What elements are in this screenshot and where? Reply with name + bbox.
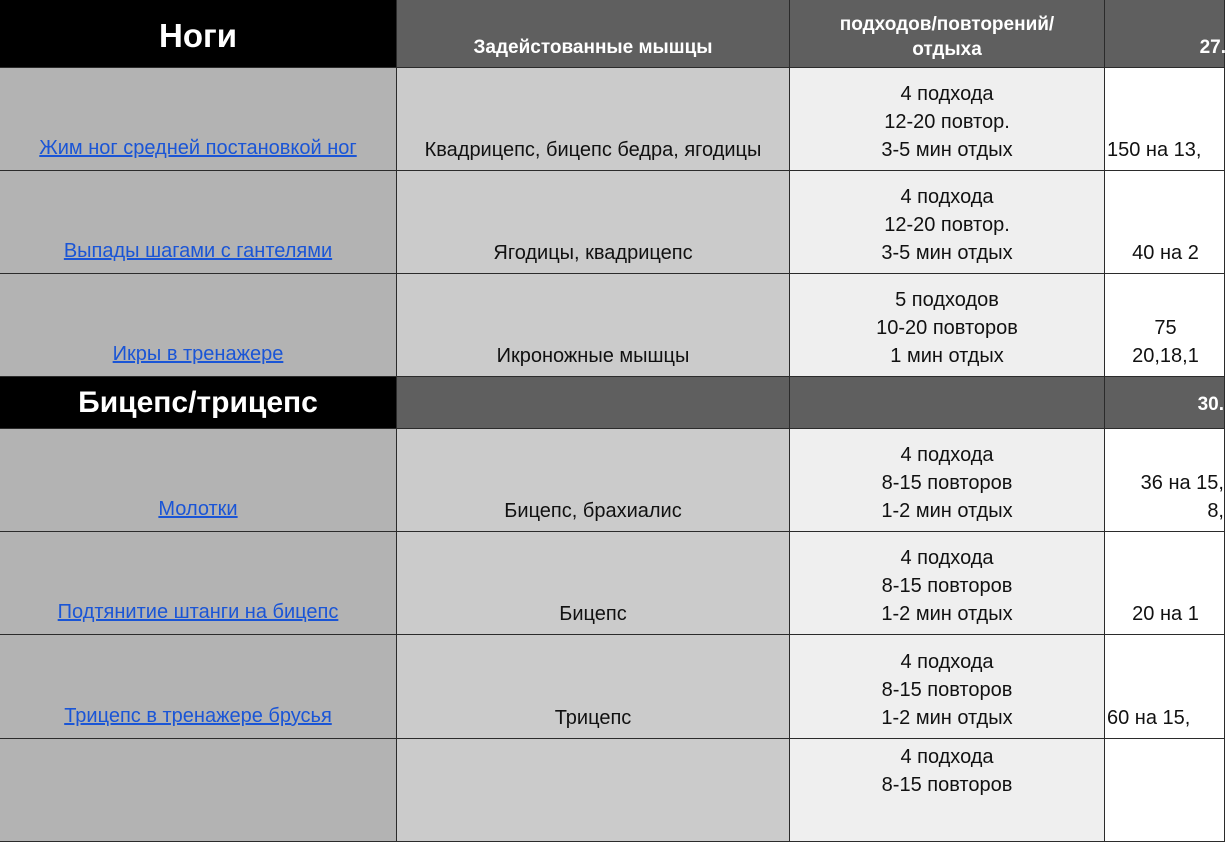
result-text: 40 на 2 [1132, 242, 1199, 264]
reps-line: 8-15 повторов [881, 575, 1013, 597]
exercise-link[interactable]: Икры в тренажере [112, 343, 284, 365]
sets-line: 4 подхода [900, 746, 994, 768]
exercise-link[interactable]: Трицепс в тренажере брусья [64, 705, 332, 727]
sets-cell [790, 68, 1105, 171]
header-date-legs [1105, 0, 1225, 68]
exercise-link[interactable]: Подтянитие штанги на бицепс [57, 601, 339, 623]
muscles-text: Бицепс, брахиалис [504, 500, 682, 522]
header-sets-line-cut [944, 0, 949, 12]
reps-line: 8-15 повторов [881, 774, 1013, 796]
result-text: 20,18,1 [1132, 345, 1199, 367]
header-muscles: Задейстованные мышцы [397, 0, 790, 68]
sets-line: 4 подхода [900, 83, 994, 105]
header-sets-line1: подходов/повторений/ [839, 14, 1055, 35]
date-arms: 30. [1197, 394, 1224, 415]
muscles-text: Ягодицы, квадрицепс [493, 242, 693, 264]
exercise-link[interactable]: Жим ног средней постановкой ног [39, 137, 357, 159]
result-cell [1105, 532, 1225, 635]
result-cell [1105, 635, 1225, 739]
result-text: 36 на 15, [1140, 472, 1224, 494]
muscles-cell [397, 171, 790, 274]
exercise-link[interactable]: Молотки [158, 498, 238, 520]
muscles-cell [397, 429, 790, 532]
date-legs: 27. [1199, 37, 1226, 58]
section-header-blank [790, 377, 1105, 429]
sets-cell [790, 739, 1105, 842]
exercise-cell [0, 68, 397, 171]
exercise-cell [0, 739, 397, 842]
exercise-cell [0, 429, 397, 532]
result-text: 75 [1154, 317, 1177, 339]
header-sets [790, 0, 1105, 68]
sets-cell [790, 532, 1105, 635]
sets-line: 4 подхода [900, 444, 994, 466]
sets-line: 4 подхода [900, 651, 994, 673]
sets-cell [790, 635, 1105, 739]
exercise-cell [0, 171, 397, 274]
sets-line: 5 подходов [895, 289, 999, 311]
rest-line: 1-2 мин отдых [881, 603, 1013, 625]
result-text: 8, [1207, 500, 1224, 522]
header-sets-line2: отдыха [912, 39, 982, 60]
reps-line: 8-15 повторов [881, 679, 1013, 701]
result-text: 20 на 1 [1132, 603, 1199, 625]
result-cell [1105, 739, 1225, 842]
rest-line: 3-5 мин отдых [881, 242, 1013, 264]
reps-line: 8-15 повторов [881, 472, 1013, 494]
muscles-text: Трицепс [554, 707, 632, 729]
muscles-text: Квадрицепс, бицепс бедра, ягодицы [424, 139, 762, 161]
muscles-cell [397, 274, 790, 377]
muscles-cell [397, 532, 790, 635]
sets-cell [790, 171, 1105, 274]
result-cell [1105, 429, 1225, 532]
muscles-cell [397, 739, 790, 842]
rest-line: 3-5 мин отдых [881, 139, 1013, 161]
result-text: 60 на 15, [1107, 707, 1191, 729]
sets-line: 4 подхода [900, 547, 994, 569]
muscles-text: Бицепс [559, 603, 627, 625]
muscles-cell [397, 635, 790, 739]
muscles-text: Икроножные мышцы [496, 345, 690, 367]
section-title-arms: Бицепс/трицепс [0, 377, 397, 429]
exercise-link[interactable]: Выпады шагами с гантелями [63, 240, 333, 262]
sets-line: 4 подхода [900, 186, 994, 208]
sets-cell [790, 429, 1105, 532]
section-title-legs: Ноги [0, 0, 397, 68]
exercise-cell [0, 635, 397, 739]
result-cell [1105, 274, 1225, 377]
exercise-cell [0, 532, 397, 635]
result-cell [1105, 171, 1225, 274]
rest-line: 1 мин отдых [890, 345, 1004, 367]
section-header-blank [397, 377, 790, 429]
result-cell [1105, 68, 1225, 171]
result-text: 150 на 13, [1107, 139, 1202, 161]
reps-line: 12-20 повтор. [884, 111, 1010, 133]
reps-line: 12-20 повтор. [884, 214, 1010, 236]
sets-cell [790, 274, 1105, 377]
muscles-cell [397, 68, 790, 171]
rest-line: 1-2 мин отдых [881, 500, 1013, 522]
exercise-cell [0, 274, 397, 377]
rest-line: 1-2 мин отдых [881, 707, 1013, 729]
reps-line: 10-20 повторов [876, 317, 1018, 339]
header-date-arms [1105, 377, 1225, 429]
